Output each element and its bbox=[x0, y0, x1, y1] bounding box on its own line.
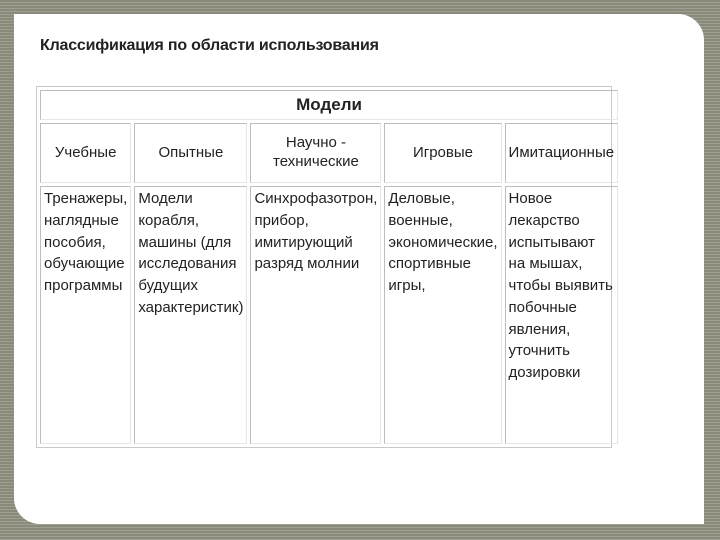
examples-game: Деловые, военные, экономические, спортивные игры, bbox=[384, 186, 501, 444]
category-row bbox=[40, 123, 618, 183]
examples-row bbox=[40, 186, 618, 444]
table-header-row bbox=[40, 90, 618, 120]
category-simulation: Имитационные bbox=[505, 123, 619, 183]
category-game: Игровые bbox=[384, 123, 501, 183]
table-header-models: Модели bbox=[40, 90, 618, 120]
classification-table bbox=[37, 87, 621, 447]
slide-title: Классификация по области использования bbox=[40, 37, 379, 54]
examples-experimental: Модели корабля, машины (для исследования будущих характеристик) bbox=[134, 186, 247, 444]
examples-educational: Тренажеры, наглядные пособия, обучающие программы bbox=[40, 186, 131, 444]
examples-simulation: Новое лекарство испытывают на мышах, чтобы выявить побочные явления, уточнить дозировки bbox=[505, 186, 619, 444]
category-scientific-technical: Научно - технические bbox=[250, 123, 381, 183]
category-experimental: Опытные bbox=[134, 123, 247, 183]
category-educational: Учебные bbox=[40, 123, 131, 183]
classification-table-image bbox=[36, 86, 615, 448]
examples-scientific-technical: Синхрофазотрон, прибор, имитирующий разряд молнии bbox=[250, 186, 381, 444]
